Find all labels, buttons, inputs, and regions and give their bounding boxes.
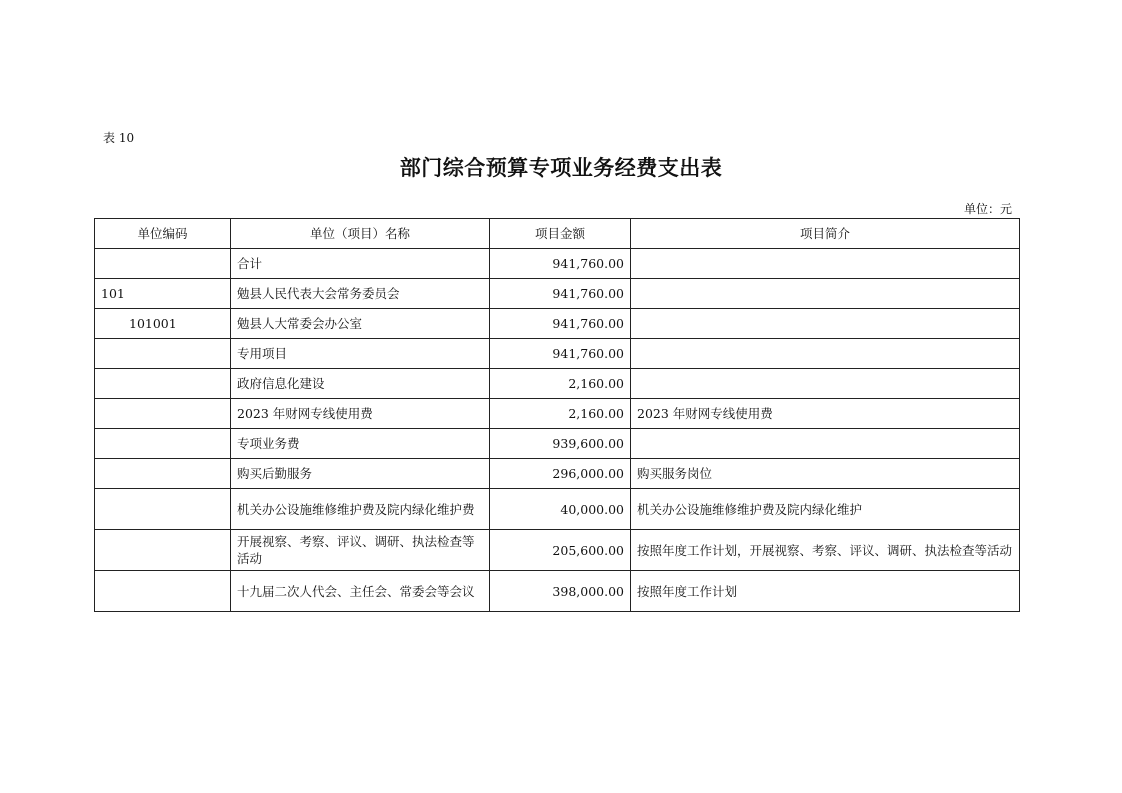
cell-name: 合计	[231, 249, 490, 279]
table-row	[95, 571, 1020, 612]
cell-description: 购买服务岗位	[631, 459, 1020, 489]
cell-code	[95, 489, 231, 530]
header-amount: 项目金额	[490, 219, 631, 249]
cell-description	[631, 369, 1020, 399]
cell-code	[95, 249, 231, 279]
cell-code	[95, 399, 231, 429]
cell-name: 专用项目	[231, 339, 490, 369]
table-row	[95, 429, 1020, 459]
cell-code	[95, 369, 231, 399]
cell-code: 101001	[95, 309, 231, 339]
table-row	[95, 369, 1020, 399]
cell-amount: 205,600.00	[490, 530, 631, 571]
cell-code	[95, 459, 231, 489]
cell-name: 机关办公设施维修维护费及院内绿化维护费	[231, 489, 490, 530]
table-row	[95, 339, 1020, 369]
table-row	[95, 279, 1020, 309]
page-title: 部门综合预算专项业务经费支出表	[399, 155, 723, 180]
table-row	[95, 309, 1020, 339]
cell-description: 2023 年财网专线使用费	[631, 399, 1020, 429]
table-row	[95, 249, 1020, 279]
table-row	[95, 489, 1020, 530]
cell-code	[95, 571, 231, 612]
table-row	[95, 530, 1020, 571]
header-unit-code: 单位编码	[95, 219, 231, 249]
cell-amount: 40,000.00	[490, 489, 631, 530]
header-description: 项目简介	[631, 219, 1020, 249]
cell-description	[631, 429, 1020, 459]
cell-amount: 939,600.00	[490, 429, 631, 459]
cell-amount: 941,760.00	[490, 249, 631, 279]
cell-name: 购买后勤服务	[231, 459, 490, 489]
cell-name: 十九届二次人代会、主任会、常委会等会议	[231, 571, 490, 612]
cell-description	[631, 309, 1020, 339]
cell-code	[95, 530, 231, 571]
cell-name: 专项业务费	[231, 429, 490, 459]
cell-name: 政府信息化建设	[231, 369, 490, 399]
cell-name: 勉县人民代表大会常务委员会	[231, 279, 490, 309]
cell-code	[95, 339, 231, 369]
cell-amount: 941,760.00	[490, 309, 631, 339]
cell-name: 2023 年财网专线使用费	[231, 399, 490, 429]
cell-amount: 398,000.00	[490, 571, 631, 612]
cell-name: 开展视察、考察、评议、调研、执法检查等活动	[231, 530, 490, 571]
cell-description	[631, 339, 1020, 369]
cell-description	[631, 249, 1020, 279]
cell-amount: 2,160.00	[490, 369, 631, 399]
header-unit-name: 单位（项目）名称	[231, 219, 490, 249]
cell-amount: 941,760.00	[490, 339, 631, 369]
budget-table	[94, 218, 1020, 612]
cell-description: 按照年度工作计划	[631, 571, 1020, 612]
cell-amount: 941,760.00	[490, 279, 631, 309]
cell-code: 101	[95, 279, 231, 309]
table-row	[95, 459, 1020, 489]
cell-amount: 296,000.00	[490, 459, 631, 489]
table-number: 表 10	[103, 131, 135, 145]
cell-amount: 2,160.00	[490, 399, 631, 429]
cell-description	[631, 279, 1020, 309]
cell-description: 机关办公设施维修维护费及院内绿化维护	[631, 489, 1020, 530]
cell-code	[95, 429, 231, 459]
table-row	[95, 399, 1020, 429]
cell-name: 勉县人大常委会办公室	[231, 309, 490, 339]
table-header-row	[95, 219, 1020, 249]
unit-label: 单位：元	[963, 202, 1012, 216]
cell-description: 按照年度工作计划，开展视察、考察、评议、调研、执法检查等活动	[631, 530, 1020, 571]
